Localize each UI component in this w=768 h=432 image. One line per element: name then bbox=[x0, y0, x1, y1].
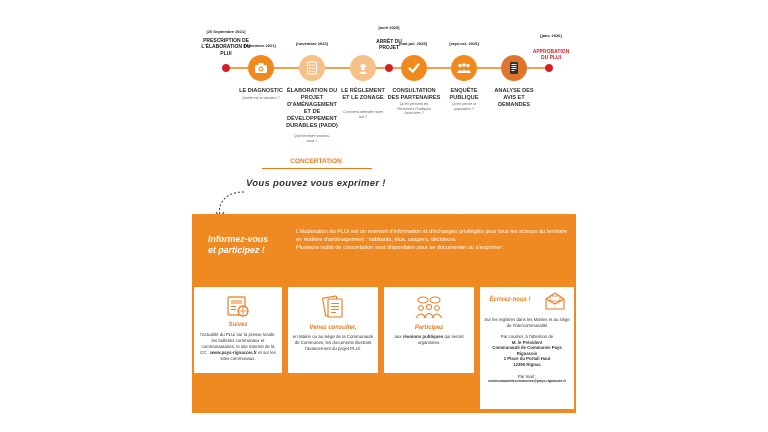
info-banner bbox=[192, 214, 576, 285]
step4-title: CONSULTATION DES PARTENAIRES bbox=[387, 88, 441, 101]
ecrivez-city: 12390 Rignac bbox=[513, 362, 541, 368]
newspaper-icon bbox=[225, 295, 251, 319]
suivez-title: Suivez bbox=[228, 322, 248, 328]
arret-dot bbox=[385, 64, 393, 72]
document-icon bbox=[508, 61, 520, 75]
start-date: [20 Septembre 2021] bbox=[206, 29, 246, 34]
step3-question: Comment atteindre notre but ? bbox=[343, 110, 383, 119]
step5-question: Qu'en pense la population ? bbox=[451, 102, 477, 111]
step1-circle bbox=[248, 55, 274, 81]
ecrivez-org: Communauté de Communes Pays Rignacois bbox=[492, 345, 562, 356]
consulter-body: en Mairie ou au siège de la Communauté de Communes, les documents illustrant l'avancement du projet PLUi. bbox=[292, 334, 374, 351]
suivez-tail: et sur les sites communaux. bbox=[220, 349, 276, 361]
step3-title: LE RÈGLEMENT ET LE ZONAGE bbox=[341, 88, 385, 101]
documents-icon bbox=[319, 293, 347, 321]
step2-date: [novembre 2022] bbox=[296, 41, 328, 46]
step2-title: ÉLABORATION DU PROJET D'AMÉNAGEMENT ET DE DÉVELOPPEMENT DURABLES (PADD) bbox=[286, 88, 338, 129]
step2-circle bbox=[299, 55, 325, 81]
concertation-underline bbox=[262, 168, 372, 169]
arret-label: ARRÊT DU PROJET bbox=[376, 39, 402, 52]
slogan: Vous pouvez vous exprimer ! bbox=[246, 178, 386, 189]
check-icon bbox=[407, 61, 421, 75]
suivez-site-link[interactable]: www.pays-rignacois.fr bbox=[210, 349, 257, 355]
ecrivez-body bbox=[484, 317, 570, 384]
banner-text-2: Plusieurs outils de concertation sont disponibles pour se documenter ou s'exprimer : bbox=[296, 245, 505, 252]
banner-heading bbox=[208, 234, 288, 257]
start-label: PRESCRIPTION DE L'ÉLABORATION DU PLUI bbox=[201, 38, 251, 57]
step4-date: [mai-juil. 2025] bbox=[399, 41, 427, 46]
ecrivez-address: 1 Place du Portail Haut bbox=[503, 356, 551, 362]
step5-date: [sept-oct. 2025] bbox=[449, 41, 479, 46]
step6-circle bbox=[501, 55, 527, 81]
suivez-text: l'actualité du PLUi sur la presse locale, les bulletins communaux et communautaires, le site internet de la CC : bbox=[200, 332, 276, 355]
end-dot bbox=[545, 64, 553, 72]
banner-text-1: L'élaboration du PLUi est un moment d'information et d'échanges privilégiés pour tous les acteurs du territoire en matière d'aménagement : habitants, élus, usagers, décideurs. bbox=[296, 229, 568, 244]
meeting-icon bbox=[413, 295, 445, 321]
ecrivez-mail-link[interactable]: communautedecommunes@pays-rignacois.fr bbox=[488, 379, 566, 384]
banner-heading-line2: et participez ! bbox=[208, 245, 265, 256]
timeline bbox=[0, 0, 768, 160]
participez-bold: réunions publiques bbox=[402, 334, 444, 339]
participez-post: qui seront organisées. bbox=[417, 334, 464, 345]
arret-date: [avril 2025] bbox=[378, 25, 400, 30]
card-suivez bbox=[194, 287, 282, 373]
tools-section bbox=[192, 285, 576, 413]
step1-title: LE DIAGNOSTIC bbox=[239, 88, 283, 94]
step2-question: Quel territoire voulons-nous ? bbox=[293, 134, 331, 143]
card-participez bbox=[384, 287, 474, 373]
step4-question: Qu'en pensent les Personnes Publiques Associées ? bbox=[397, 102, 431, 116]
step3-circle bbox=[350, 55, 376, 81]
banner-heading-line1: Informez-vous bbox=[208, 234, 269, 244]
ecrivez-registres: Sur les registres dans les Mairies et au siège de l'intercommunalité bbox=[484, 317, 570, 328]
mail-icon bbox=[544, 291, 566, 311]
checklist-icon bbox=[306, 61, 318, 75]
card-ecrivez bbox=[480, 287, 574, 409]
step6-title: ANALYSE DES AVIS ET DEMANDES bbox=[494, 88, 534, 108]
people-icon bbox=[456, 62, 472, 74]
end-date: [janv. 2026] bbox=[540, 33, 562, 38]
participez-body bbox=[388, 334, 470, 346]
participez-title: Participez bbox=[414, 325, 444, 331]
participez-pre: aux bbox=[394, 334, 402, 339]
step5-circle bbox=[451, 55, 477, 81]
ecrivez-mail-label: Par mail : bbox=[517, 373, 537, 379]
camera-icon bbox=[254, 62, 268, 74]
consulter-title: Venez consulter, bbox=[309, 325, 357, 331]
banner-text bbox=[296, 228, 568, 252]
ecrivez-title: Écrivez-nous ! bbox=[489, 297, 531, 303]
ecrivez-courrier: Par courrier, à l'attention de bbox=[500, 334, 554, 340]
suivez-body bbox=[198, 332, 278, 362]
concertation-title: CONCERTATION bbox=[290, 158, 342, 165]
ecrivez-president: M. le Président bbox=[511, 339, 543, 345]
step4-circle bbox=[401, 55, 427, 81]
step5-title: ENQUÊTE PUBLIQUE bbox=[449, 88, 479, 101]
step1-date: [décembre 2021] bbox=[244, 43, 276, 48]
card-consulter bbox=[288, 287, 378, 373]
worker-icon bbox=[357, 61, 369, 75]
step1-question: Quelle est la situation ? bbox=[242, 96, 280, 100]
start-dot bbox=[222, 64, 230, 72]
end-label: APPROBATION DU PLUI bbox=[532, 49, 570, 62]
